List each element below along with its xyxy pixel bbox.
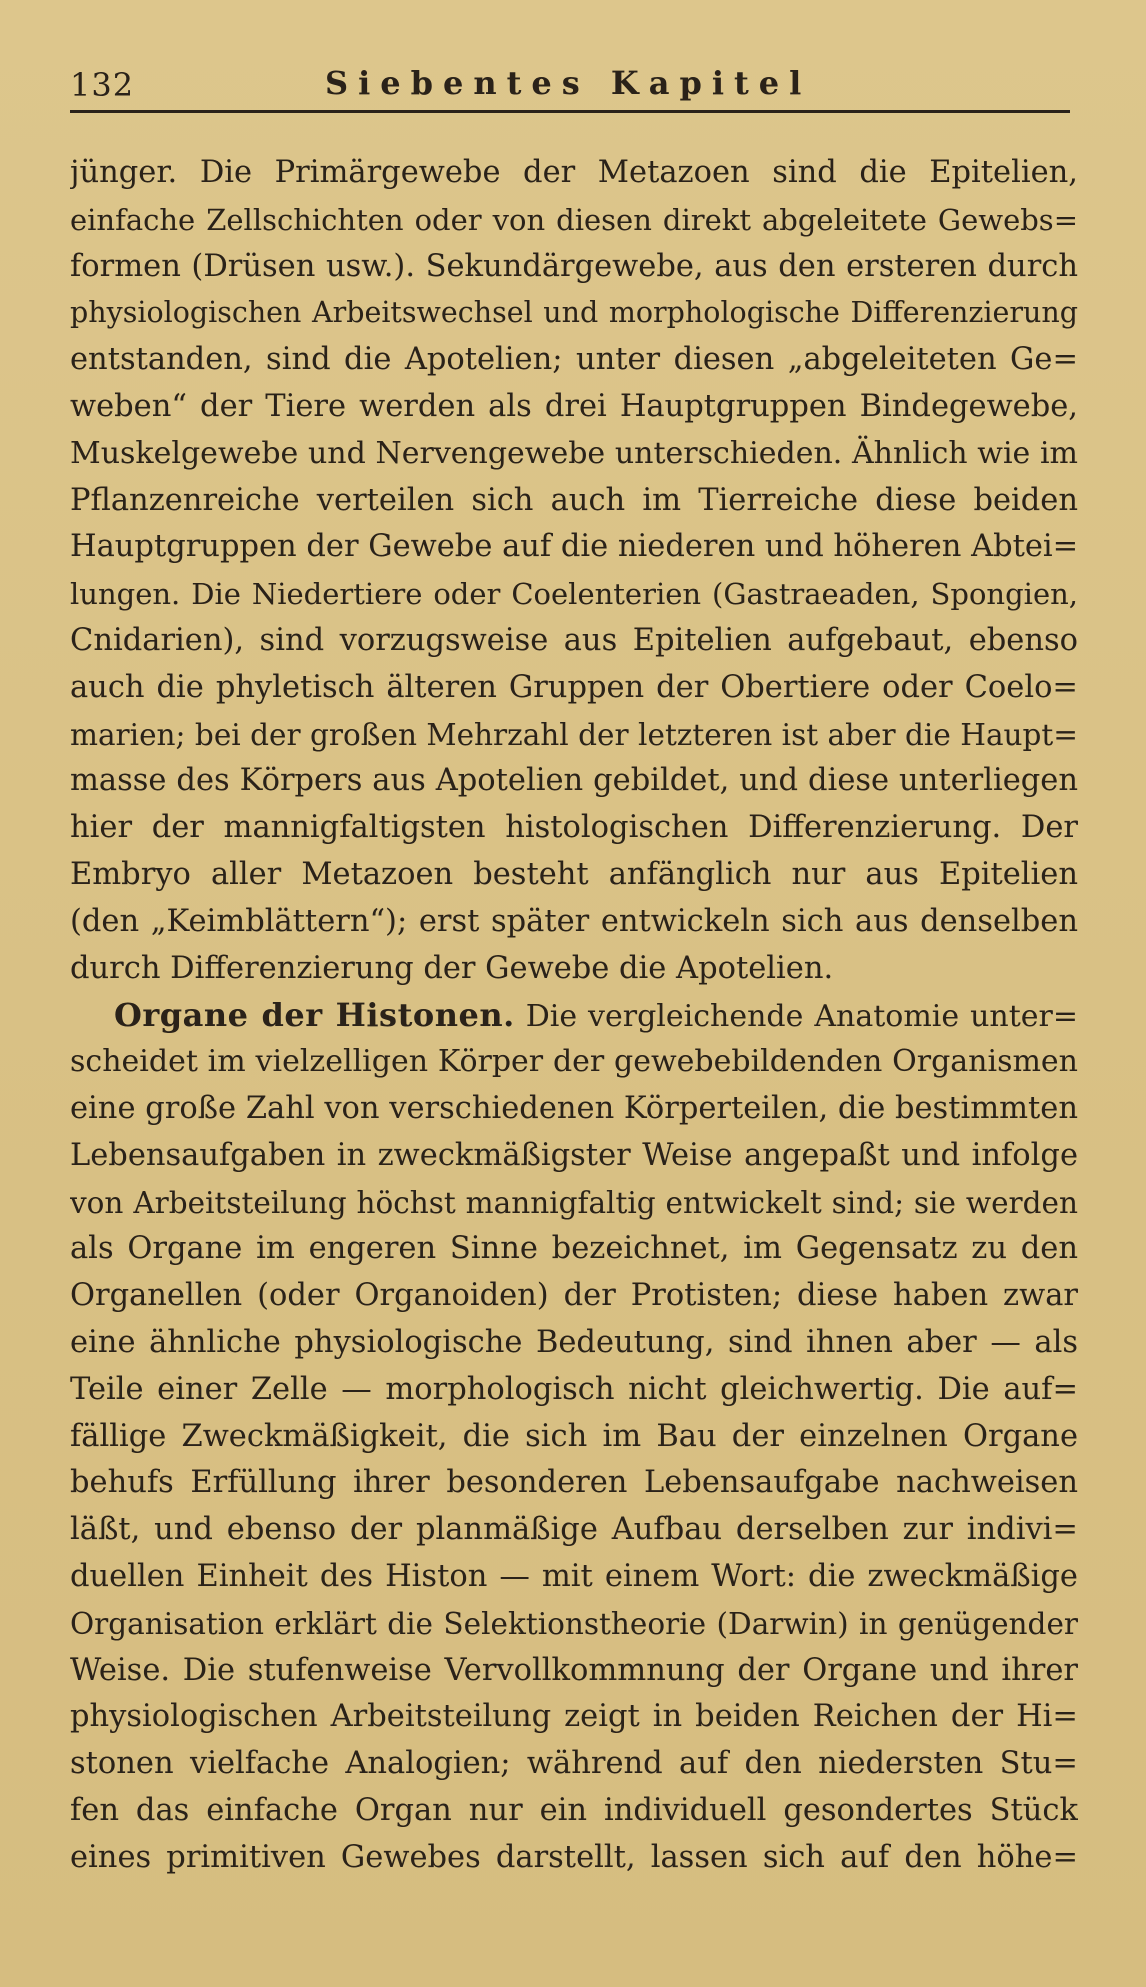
text-line: behufs Erfüllung ihrer besonderen Lebensaufgabe nachweisen: [70, 1465, 1078, 1501]
text-line: durch Differenzierung der Gewebe die Apotelien.: [70, 950, 834, 986]
text-line: physiologischen Arbeitswechsel und morphologische Differenzierung: [70, 296, 1078, 330]
text-line: Cnidarien), sind vorzugsweise aus Epitelien aufgebaut, ebenso: [70, 622, 1078, 658]
text-line: jünger. Die Primärgewebe der Metazoen sind die Epitelien,: [70, 155, 1078, 190]
text-line: fen das einfache Organ nur ein individuell gesondertes Stück: [70, 1792, 1078, 1828]
text-line: von Arbeitsteilung höchst mannigfaltig entwickelt sind; sie werden: [70, 1185, 1078, 1220]
text-line: eine große Zahl von verschiedenen Körperteilen, die bestimmten: [70, 1090, 1078, 1126]
text-line: einfache Zellschichten oder von diesen direkt abgeleitete Gewebs=: [70, 202, 1078, 237]
page-number: 132: [70, 66, 135, 104]
text-line: eine ähnliche physiologische Bedeutung, sind ihnen aber — als: [70, 1324, 1078, 1360]
text-line: hier der mannigfaltigsten histologischen Differenzierung. Der: [70, 810, 1078, 846]
text-line: lungen. Die Niedertiere oder Coelenterien (Gastraeaden, Spongien,: [70, 577, 1078, 612]
text-line: Pflanzenreiche verteilen sich auch im Tierreiche diese beiden: [70, 482, 1078, 518]
text-line: weben“ der Tiere werden als drei Hauptgruppen Bindegewebe,: [70, 388, 1078, 424]
text-line: entstanden, sind die Apotelien; unter diesen „abgeleiteten Ge=: [70, 342, 1078, 378]
text-line: Lebensaufgaben in zweckmäßigster Weise angepaßt und infolge: [70, 1137, 1078, 1173]
text-line: fällige Zweckmäßigkeit, die sich im Bau der einzelnen Organe: [70, 1418, 1078, 1454]
section-first-line: [70, 992, 1078, 1039]
text-line: marien; bei der großen Mehrzahl der letzteren ist aber die Haupt=: [70, 717, 1078, 752]
page-header: [70, 58, 1080, 118]
text-line: auch die phyletisch älteren Gruppen der Obertiere oder Coelo=: [70, 669, 1078, 705]
text-line: formen (Drüsen usw.). Sekundärgewebe, aus den ersteren durch: [70, 248, 1078, 284]
body-text: [70, 150, 1078, 1881]
text-line: stonen vielfache Analogien; während auf den niedersten Stu=: [70, 1746, 1078, 1782]
header-rule: [70, 110, 1070, 113]
text-line: Muskelgewebe und Nervengewebe unterschieden. Ähnlich wie im: [70, 435, 1078, 471]
text-line: Teile einer Zelle — morphologisch nicht gleichwertig. Die auf=: [70, 1371, 1078, 1407]
text-line: eines primitiven Gewebes darstellt, lassen sich auf den höhe=: [70, 1839, 1078, 1875]
text-line: physiologischen Arbeitsteilung zeigt in beiden Reichen der Hi=: [70, 1699, 1078, 1735]
text-line: läßt, und ebenso der planmäßige Aufbau derselben zur indivi=: [70, 1512, 1078, 1548]
text-line: Embryo aller Metazoen besteht anfänglich nur aus Epitelien: [70, 856, 1078, 892]
text-line: als Organe im engeren Sinne bezeichnet, im Gegensatz zu den: [70, 1231, 1078, 1267]
section-first-line-text: Die vergleichende Anatomie unter=: [525, 999, 1078, 1035]
text-line: Weise. Die stufenweise Vervollkommnung der Organe und ihrer: [70, 1652, 1078, 1688]
text-line: Organellen (oder Organoiden) der Protisten; diese haben zwar: [70, 1278, 1078, 1314]
text-line: Organisation erklärt die Selektionstheorie (Darwin) in genügender: [70, 1606, 1078, 1641]
text-line: scheidet im vielzelligen Körper der gewebebildenden Organismen: [70, 1044, 1078, 1080]
running-title: Siebentes Kapitel: [325, 64, 812, 102]
text-line: (den „Keimblättern“); erst später entwickeln sich aus denselben: [70, 903, 1078, 939]
text-line: duellen Einheit des Histon — mit einem Wort: die zweckmäßige: [70, 1558, 1078, 1594]
section-heading: Organe der Histonen.: [114, 996, 515, 1035]
text-line: masse des Körpers aus Apotelien gebildet, und diese unterliegen: [70, 763, 1078, 799]
text-line: Hauptgruppen der Gewebe auf die niederen und höheren Abtei=: [70, 529, 1078, 565]
